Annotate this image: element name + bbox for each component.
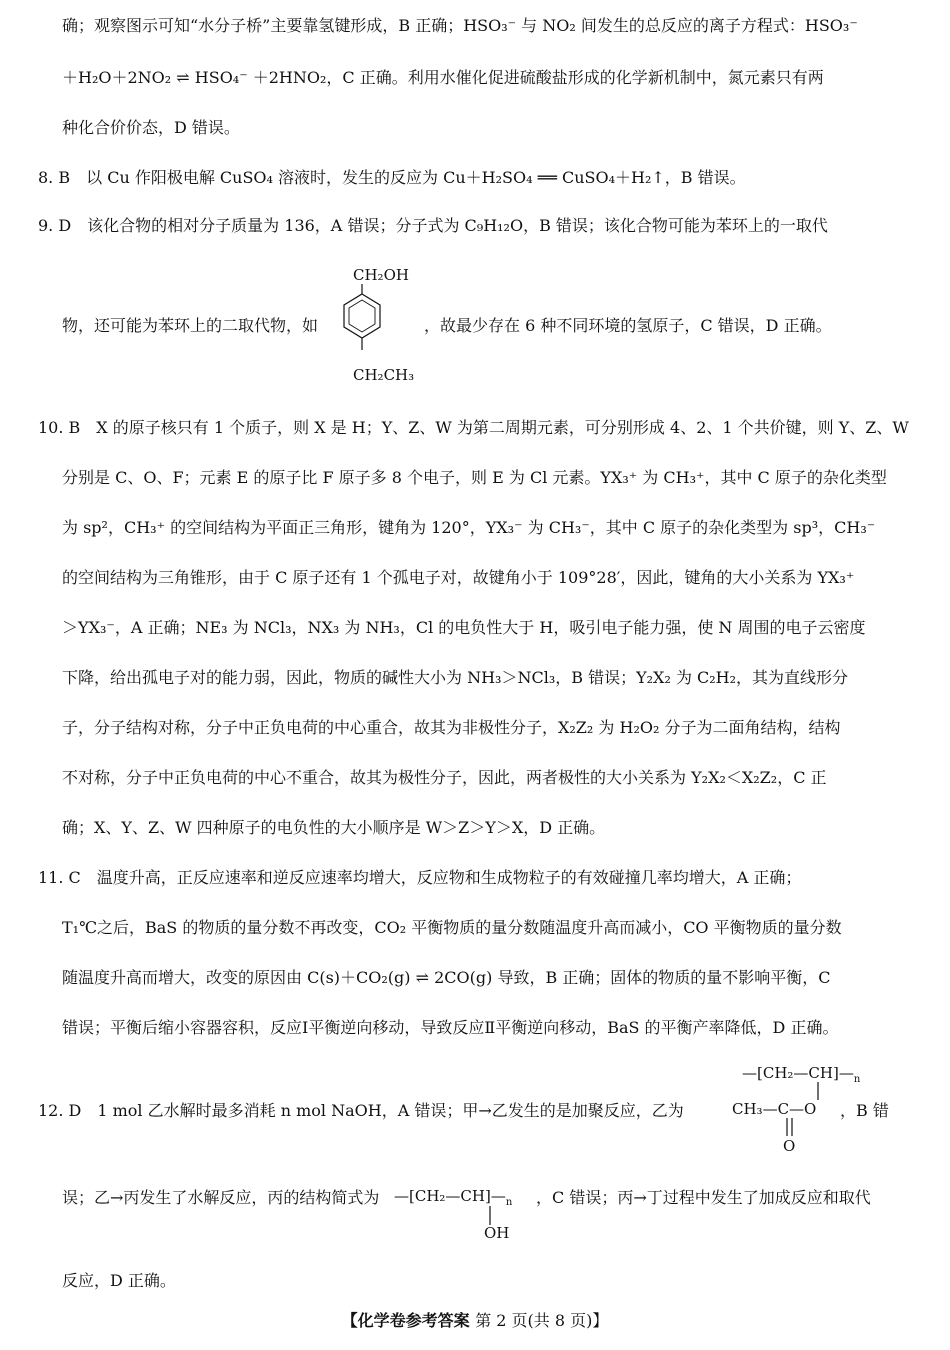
text-line-10-2: 分别是 C、O、F；元素 E 的原子比 F 原子多 8 个电子，则 E 为 Cl 元素。YX₃⁺ 为 CH₃⁺，其中 C 原子的杂化类型 <box>62 468 887 487</box>
struct-q12-yi-chain: $—[CH_2—CH]—_n$ <box>742 1064 861 1085</box>
answer-9-cont-b: ，故最少存在 6 种不同环境的氢原子，C 错误，D 正确。 <box>424 316 832 335</box>
text-line-10-7: 子，分子结构对称，分子中正负电荷的中心重合，故其为非极性分子，X₂Z₂ 为 H₂O₂ 分子为二面角结构，结构 <box>62 718 841 737</box>
struct-q9-top: CH₂OH <box>353 266 409 284</box>
text-line-10-8: 不对称，分子中正负电荷的中心不重合，故其为极性分子，因此，两者极性的大小关系为 Y₂X₂＜X₂Z₂，C 正 <box>62 768 827 787</box>
answer-11: 11. C 温度升高，正反应速率和逆反应速率均增大，反应物和生成物粒子的有效碰撞几率均增大，A 正确； <box>38 868 802 887</box>
struct-q12-yi-oxygen: O <box>783 1137 796 1155</box>
text-line-10-4: 的空间结构为三角锥形，由于 C 原子还有 1 个孤电子对，故键角小于 109°28′，因此，键角的大小关系为 YX₃⁺ <box>62 568 855 587</box>
text-line-12-3: 反应，D 正确。 <box>62 1271 176 1290</box>
page-footer <box>0 1308 950 1331</box>
answer-12: 12. D 1 mol 乙水解时最多消耗 n mol NaOH，A 错误；甲→乙发生的是加聚反应，乙为 <box>38 1101 684 1120</box>
text-line-11-4: 错误；平衡后缩小容器容积，反应Ⅰ平衡逆向移动，导致反应Ⅱ平衡逆向移动，BaS 的平衡产率降低，D 正确。 <box>62 1018 839 1037</box>
benzene-ring-icon <box>334 284 414 368</box>
struct-q12-bing-chain: $—[CH_2—CH]—_n$ <box>394 1187 513 1208</box>
text-line-10-9: 确；X、Y、Z、W 四种原子的电负性的大小顺序是 W＞Z＞Y＞X，D 正确。 <box>62 818 606 837</box>
text-line-12-2b: ，C 错误；丙→丁过程中发生了加成反应和取代 <box>536 1188 871 1207</box>
text-line-11-2: T₁℃之后，BaS 的物质的量分数不再改变，CO₂ 平衡物质的量分数随温度升高而减小，CO 平衡物质的量分数 <box>62 918 842 937</box>
footer-page-number: 第 2 页(共 8 页)】 <box>475 1311 609 1330</box>
text-line-3: 种化合价价态，D 错误。 <box>62 118 240 137</box>
answer-9-cont-a: 物，还可能为苯环上的二取代物，如 <box>62 316 319 335</box>
answer-12-cont: ，B 错 <box>840 1101 889 1120</box>
text-line-10-3: 为 sp²，CH₃⁺ 的空间结构为平面正三角形，键角为 120°，YX₃⁻ 为 CH₃⁻，其中 C 原子的杂化类型为 sp³，CH₃⁻ <box>62 518 876 537</box>
text-line-10-5: ＞YX₃⁻，A 正确；NE₃ 为 NCl₃，NX₃ 为 NH₃，Cl 的电负性大于 H，吸引电子能力强，使 N 周围的电子云密度 <box>62 618 866 637</box>
struct-q9-bottom: CH₂CH₃ <box>353 366 415 384</box>
text-line-10-6: 下降，给出孤电子对的能力弱，因此，物质的碱性大小为 NH₃＞NCl₃，B 错误；Y₂X₂ 为 C₂H₂，其为直线形分 <box>62 668 849 687</box>
answer-8: 8. B 以 Cu 作阳极电解 CuSO₄ 溶液时，发生的反应为 Cu＋H₂SO₄ ══ CuSO₄＋H₂↑，B 错误。 <box>38 168 746 187</box>
text-line-1: 确；观察图示可知“水分子桥”主要靠氢键形成，B 正确；HSO₃⁻ 与 NO₂ 间发生的总反应的离子方程式：HSO₃⁻ <box>62 16 858 35</box>
answer-9: 9. D 该化合物的相对分子质量为 136，A 错误；分子式为 C₉H₁₂O，B 错误；该化合物可能为苯环上的一取代 <box>38 216 828 235</box>
text-line-12-2: 误；乙→丙发生了水解反应，丙的结构简式为 <box>62 1188 380 1207</box>
struct-q12-bing-oh: OH <box>484 1224 510 1242</box>
struct-q12-yi-body: CH₃—C—O <box>732 1100 817 1118</box>
text-line-11-3: 随温度升高而增大，改变的原因由 C(s)＋CO₂(g) ⇌ 2CO(g) 导致，B 正确；固体的物质的量不影响平衡，C <box>62 968 831 987</box>
footer-title: 【化学卷参考答案 <box>341 1311 470 1330</box>
answer-10: 10. B X 的原子核只有 1 个质子，则 X 是 H；Y、Z、W 为第二周期元素，可分别形成 4、2、1 个共价键，则 Y、Z、W <box>38 418 909 437</box>
text-line-2: ＋H₂O＋2NO₂ ⇌ HSO₄⁻ ＋2HNO₂，C 正确。利用水催化促进硫酸盐形成的化学新机制中，氮元素只有两 <box>62 68 824 87</box>
